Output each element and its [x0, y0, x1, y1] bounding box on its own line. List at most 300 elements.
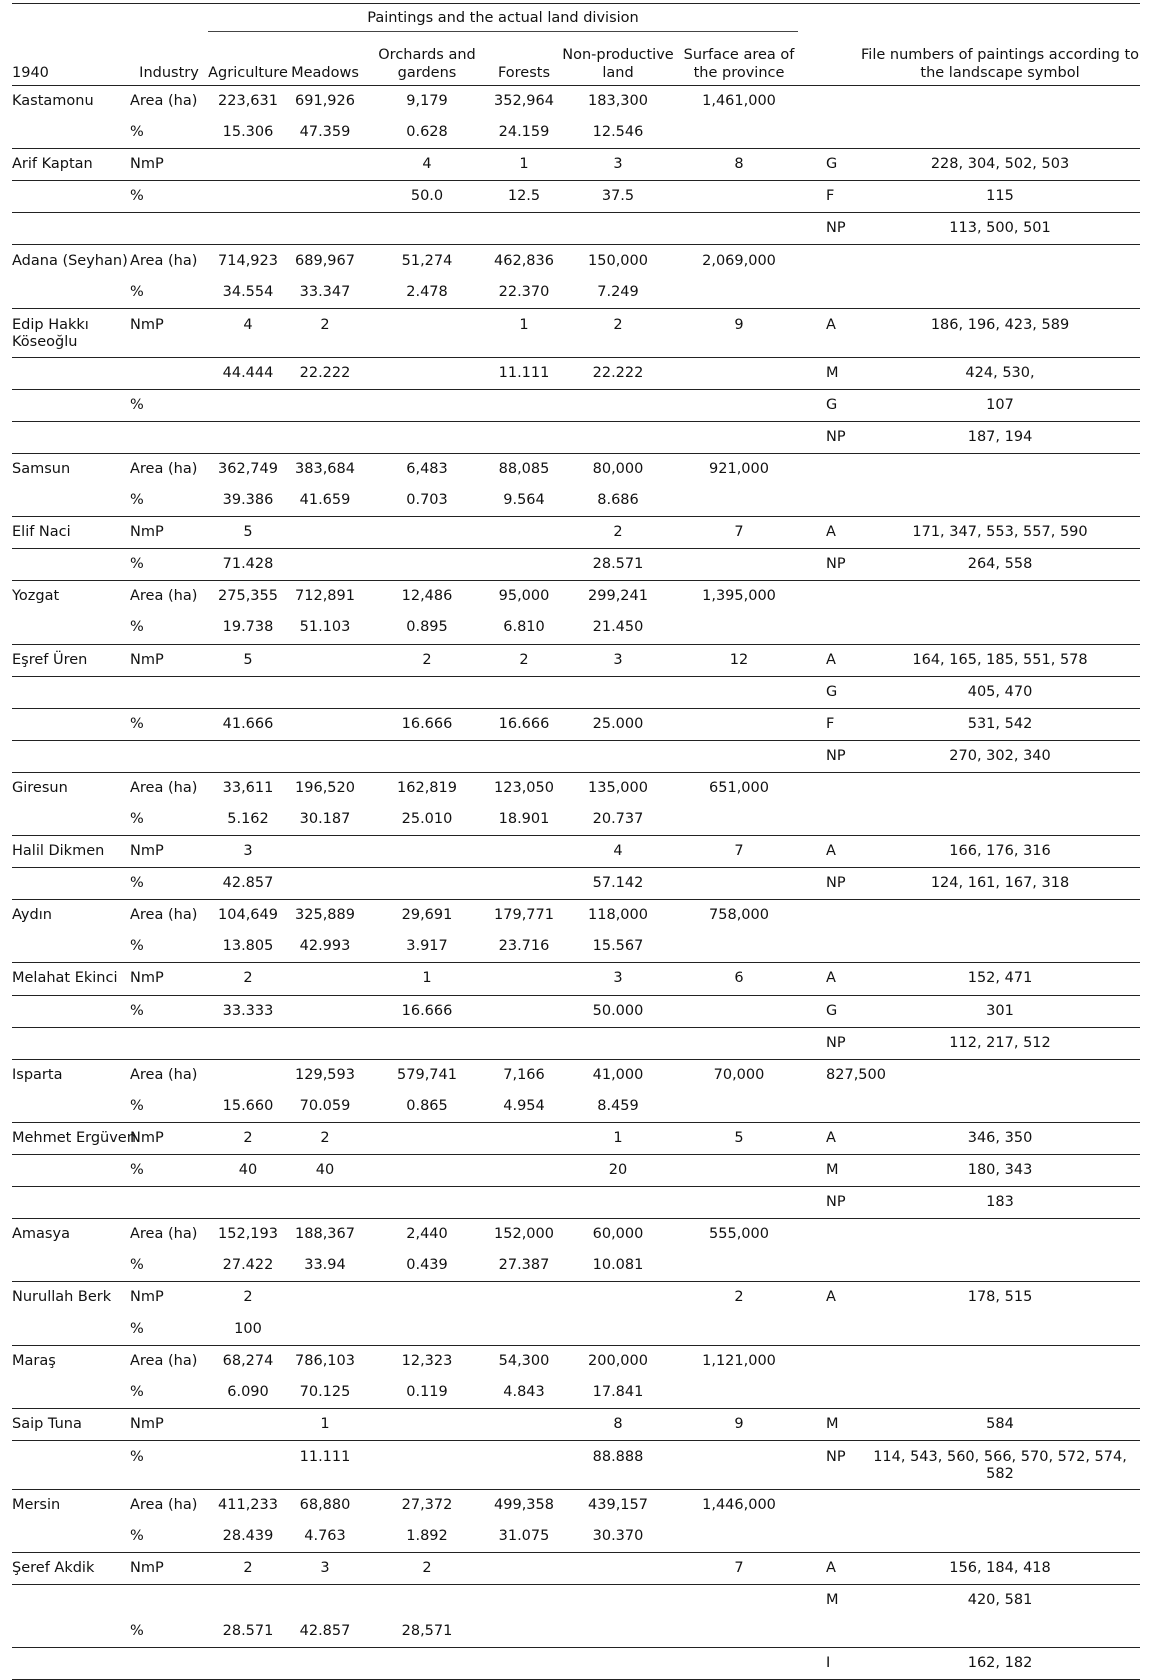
cell-non-productive: 57.142 [592, 875, 644, 892]
cell-measure: NmP [130, 524, 164, 541]
cell-meadows [288, 549, 362, 581]
cell-measure: % [130, 938, 144, 955]
cell-forests: 2 [519, 651, 529, 668]
cell-symbol: F [826, 715, 835, 732]
cell-agriculture: 15.306 [222, 124, 274, 141]
table-row [12, 1408, 1140, 1440]
land-division-table [12, 3, 1140, 1680]
cell-surface-area [680, 740, 798, 772]
cell-meadows: 42.857 [299, 1623, 351, 1640]
cell-name: Aydın [12, 907, 52, 924]
cell-meadows: 33.347 [299, 283, 351, 300]
cell-non-productive: 50.000 [592, 1002, 644, 1019]
cell-meadows [288, 213, 362, 245]
cell-measure: NmP [130, 1129, 164, 1146]
cell-forests [492, 836, 556, 868]
cell-surface-area [680, 1091, 798, 1123]
cell-name [12, 1521, 130, 1553]
cell-non-productive: 183,300 [588, 93, 648, 110]
cell-orchards: 0.439 [406, 1257, 448, 1274]
cell-measure [130, 1648, 208, 1680]
cell-meadows [288, 1027, 362, 1059]
cell-non-productive: 20.737 [592, 811, 644, 828]
cell-name [12, 1091, 130, 1123]
table-row [12, 485, 1140, 517]
cell-name [12, 1377, 130, 1409]
cell-measure: Area (ha) [130, 588, 198, 605]
cell-meadows: 40 [315, 1162, 335, 1179]
cell-meadows: 691,926 [295, 93, 355, 110]
col-header-file-numbers: File numbers of paintings according to the landscape symbol [861, 47, 1140, 81]
cell-orchards: 12,323 [401, 1352, 453, 1369]
cell-orchards: 3.917 [406, 938, 448, 955]
cell-orchards [362, 213, 492, 245]
cell-forests [492, 1313, 556, 1345]
cell-name: Mersin [12, 1496, 61, 1513]
cell-meadows [288, 836, 362, 868]
table-row [12, 1187, 1140, 1219]
cell-orchards: 29,691 [401, 907, 453, 924]
cell-meadows: 68,880 [299, 1496, 351, 1513]
cell-agriculture: 13.805 [222, 938, 274, 955]
cell-forests: 22.370 [498, 283, 550, 300]
col-header-forests: Forests [497, 65, 551, 81]
cell-forests: 31.075 [498, 1527, 550, 1544]
cell-meadows: 30.187 [299, 811, 351, 828]
cell-name [12, 868, 130, 900]
cell-measure [130, 1187, 208, 1219]
cell-orchards [362, 1122, 492, 1154]
cell-measure: NmP [130, 970, 164, 987]
cell-forests [492, 517, 556, 549]
table-row [12, 1521, 1140, 1553]
cell-measure: Area (ha) [130, 460, 198, 477]
cell-meadows: 42.993 [299, 938, 351, 955]
cell-symbol: NP [826, 747, 846, 764]
table-row [12, 213, 1140, 245]
cell-measure: NmP [130, 156, 164, 173]
cell-surface-area [680, 676, 798, 708]
cell-surface-area [680, 421, 798, 453]
cell-symbol: NP [826, 875, 846, 892]
table-row [12, 963, 1140, 995]
table-row [12, 453, 1140, 485]
cell-surface-area: 2 [734, 1289, 744, 1306]
cell-agriculture: 6.090 [227, 1383, 269, 1400]
cell-measure: % [130, 1383, 144, 1400]
cell-orchards: 51,274 [401, 252, 453, 269]
cell-surface-area [680, 1187, 798, 1219]
cell-file-numbers [860, 453, 1140, 485]
cell-surface-area [680, 213, 798, 245]
cell-orchards [362, 1648, 492, 1680]
cell-surface-area [680, 708, 798, 740]
cell-measure: % [130, 1448, 144, 1465]
cell-orchards: 25.010 [401, 811, 453, 828]
table-row [12, 900, 1140, 932]
cell-forests: 4.843 [503, 1383, 545, 1400]
cell-orchards: 16.666 [401, 1002, 453, 1019]
cell-symbol: NP [826, 556, 846, 573]
cell-orchards: 0.895 [406, 619, 448, 636]
cell-symbol [798, 485, 860, 517]
cell-symbol [798, 245, 860, 277]
cell-forests [492, 1187, 556, 1219]
cell-orchards: 162,819 [397, 779, 457, 796]
cell-file-numbers: 187, 194 [967, 428, 1033, 445]
cell-forests [492, 676, 556, 708]
cell-file-numbers: 164, 165, 185, 551, 578 [912, 651, 1088, 668]
cell-symbol: G [826, 396, 838, 413]
cell-surface-area: 9 [734, 1415, 744, 1432]
cell-meadows [288, 644, 362, 676]
cell-symbol [798, 1091, 860, 1123]
cell-surface-area [680, 1521, 798, 1553]
cell-file-numbers [860, 485, 1140, 517]
cell-file-numbers [860, 117, 1140, 149]
cell-measure: NmP [130, 843, 164, 860]
cell-meadows: 188,367 [295, 1226, 355, 1243]
cell-name: Nurullah Berk [12, 1289, 112, 1306]
cell-measure [130, 740, 208, 772]
cell-surface-area: 555,000 [709, 1226, 769, 1243]
table-row [12, 245, 1140, 277]
table-body [12, 86, 1140, 1680]
cell-symbol [798, 931, 860, 963]
cell-surface-area: 8 [734, 156, 744, 173]
cell-surface-area [680, 485, 798, 517]
cell-surface-area: 1,446,000 [702, 1496, 776, 1513]
cell-meadows: 3 [320, 1560, 330, 1577]
cell-surface-area: 5 [734, 1129, 744, 1146]
cell-measure: % [130, 1527, 144, 1544]
cell-surface-area [680, 1155, 798, 1187]
table-row [12, 1027, 1140, 1059]
table-row [12, 644, 1140, 676]
cell-orchards [362, 1187, 492, 1219]
cell-meadows: 11.111 [299, 1448, 351, 1465]
cell-orchards: 2,440 [406, 1226, 448, 1243]
cell-measure: % [130, 492, 144, 509]
cell-name: Kastamonu [12, 93, 94, 110]
cell-name [12, 804, 130, 836]
cell-name [12, 1155, 130, 1187]
cell-forests [492, 1440, 556, 1489]
cell-non-productive: 4 [613, 843, 623, 860]
cell-name: Halil Dikmen [12, 843, 105, 860]
table-row [12, 117, 1140, 149]
cell-name: Elif Naci [12, 524, 71, 541]
cell-non-productive: 10.081 [592, 1257, 644, 1274]
cell-surface-area: 1,121,000 [702, 1352, 776, 1369]
cell-meadows: 51.103 [299, 619, 351, 636]
cell-meadows: 2 [320, 1129, 330, 1146]
cell-surface-area: 2,069,000 [702, 252, 776, 269]
cell-measure: Area (ha) [130, 93, 198, 110]
cell-non-productive: 439,157 [588, 1496, 648, 1513]
cell-measure [130, 1027, 208, 1059]
cell-symbol: I [826, 1655, 831, 1672]
cell-agriculture: 44.444 [222, 364, 274, 381]
cell-meadows [288, 868, 362, 900]
cell-surface-area [680, 1313, 798, 1345]
cell-symbol: A [826, 524, 836, 541]
cell-forests [492, 1027, 556, 1059]
cell-meadows [288, 1313, 362, 1345]
cell-agriculture [208, 181, 288, 213]
cell-orchards: 2.478 [406, 283, 448, 300]
table-row [12, 804, 1140, 836]
cell-file-numbers: 156, 184, 418 [949, 1560, 1051, 1577]
cell-meadows [288, 149, 362, 181]
cell-measure [130, 1585, 208, 1617]
cell-forests [492, 963, 556, 995]
cell-name: Samsun [12, 460, 71, 477]
cell-forests [492, 1616, 556, 1648]
table-row [12, 1585, 1140, 1617]
cell-non-productive: 118,000 [588, 907, 648, 924]
cell-measure: % [130, 556, 144, 573]
cell-file-numbers: 531, 542 [967, 715, 1033, 732]
cell-non-productive [556, 421, 680, 453]
table-row [12, 1440, 1140, 1489]
cell-file-numbers: 171, 347, 553, 557, 590 [912, 524, 1088, 541]
cell-orchards: 27,372 [401, 1496, 453, 1513]
cell-meadows: 70.059 [299, 1097, 351, 1114]
cell-forests: 54,300 [498, 1352, 550, 1369]
cell-name: Eşref Üren [12, 651, 88, 668]
cell-forests [492, 740, 556, 772]
cell-symbol: M [826, 1592, 839, 1609]
cell-file-numbers [860, 1250, 1140, 1282]
cell-surface-area: 758,000 [709, 907, 769, 924]
col-header-agriculture: Agriculture [208, 65, 288, 81]
cell-name: Şeref Akdik [12, 1560, 95, 1577]
cell-name: Adana (Seyhan) [12, 252, 128, 269]
cell-surface-area [680, 612, 798, 644]
cell-forests: 6.810 [503, 619, 545, 636]
cell-meadows [288, 995, 362, 1027]
cell-file-numbers: 107 [986, 396, 1014, 413]
cell-agriculture [208, 389, 288, 421]
cell-non-productive: 2 [613, 524, 623, 541]
cell-symbol: NP [826, 1448, 846, 1465]
cell-forests: 18.901 [498, 811, 550, 828]
cell-agriculture: 5 [243, 524, 253, 541]
cell-file-numbers: 178, 515 [967, 1289, 1033, 1306]
cell-meadows: 1 [320, 1415, 330, 1432]
cell-orchards: 12,486 [401, 588, 453, 605]
cell-agriculture [208, 1585, 288, 1617]
cell-meadows: 383,684 [295, 460, 355, 477]
cell-forests [492, 213, 556, 245]
table-row [12, 149, 1140, 181]
cell-symbol [798, 1616, 860, 1648]
cell-symbol: A [826, 1129, 836, 1146]
cell-surface-area [680, 868, 798, 900]
cell-measure: Area (ha) [130, 907, 198, 924]
cell-agriculture: 41.666 [222, 715, 274, 732]
cell-name [12, 181, 130, 213]
cell-file-numbers [860, 581, 1140, 613]
cell-orchards: 1.892 [406, 1527, 448, 1544]
col-header-industry: Industry [139, 65, 199, 81]
cell-meadows [288, 1282, 362, 1314]
cell-agriculture: 39.386 [222, 492, 274, 509]
cell-measure: % [130, 1623, 144, 1640]
cell-agriculture: 2 [243, 1289, 253, 1306]
cell-file-numbers [860, 1377, 1140, 1409]
cell-file-numbers: 112, 217, 512 [949, 1034, 1051, 1051]
table-row [12, 931, 1140, 963]
cell-orchards: 0.703 [406, 492, 448, 509]
cell-surface-area: 7 [734, 1560, 744, 1577]
cell-surface-area: 9 [734, 316, 744, 333]
cell-name: Amasya [12, 1226, 70, 1243]
cell-meadows: 689,967 [295, 252, 355, 269]
cell-measure [130, 421, 208, 453]
table-row [12, 181, 1140, 213]
cell-non-productive [556, 1553, 680, 1585]
cell-name [12, 1187, 130, 1219]
cell-symbol [798, 277, 860, 309]
cell-forests [492, 995, 556, 1027]
cell-name [12, 117, 130, 149]
table-row [12, 357, 1140, 389]
cell-orchards [362, 1155, 492, 1187]
cell-orchards: 0.628 [406, 124, 448, 141]
cell-surface-area [680, 804, 798, 836]
cell-forests: 88,085 [498, 460, 550, 477]
cell-symbol [798, 1377, 860, 1409]
cell-meadows [288, 708, 362, 740]
cell-name: Arif Kaptan [12, 156, 93, 173]
cell-measure: Area (ha) [130, 1066, 198, 1083]
cell-surface-area: 921,000 [709, 460, 769, 477]
cell-symbol [798, 86, 860, 118]
table-row [12, 612, 1140, 644]
cell-agriculture [208, 1059, 288, 1091]
cell-file-numbers [860, 1059, 1140, 1091]
cell-meadows: 129,593 [295, 1066, 355, 1083]
cell-forests: 12.5 [507, 188, 541, 205]
cell-forests: 152,000 [494, 1226, 554, 1243]
cell-measure: Area (ha) [130, 252, 198, 269]
cell-file-numbers: 270, 302, 340 [949, 747, 1051, 764]
cell-agriculture: 714,923 [218, 252, 278, 269]
cell-surface-area: 70,000 [713, 1066, 765, 1083]
cell-symbol: A [826, 1289, 836, 1306]
cell-surface-area [680, 1648, 798, 1680]
cell-symbol: G [826, 683, 838, 700]
cell-name [12, 421, 130, 453]
cell-file-numbers [860, 804, 1140, 836]
cell-non-productive: 200,000 [588, 1352, 648, 1369]
cell-symbol [798, 1345, 860, 1377]
cell-symbol: A [826, 316, 836, 333]
cell-surface-area [680, 181, 798, 213]
cell-agriculture: 68,274 [222, 1352, 274, 1369]
cell-non-productive: 37.5 [601, 188, 635, 205]
cell-name [12, 213, 130, 245]
cell-non-productive: 17.841 [592, 1383, 644, 1400]
cell-non-productive: 150,000 [588, 252, 648, 269]
cell-symbol [798, 1489, 860, 1521]
cell-file-numbers [860, 1489, 1140, 1521]
cell-orchards [362, 517, 492, 549]
cell-forests [492, 1155, 556, 1187]
cell-name: Maraş [12, 1352, 56, 1369]
cell-non-productive: 2 [613, 316, 623, 333]
cell-orchards [362, 868, 492, 900]
cell-surface-area: 651,000 [709, 779, 769, 796]
cell-orchards [362, 1585, 492, 1617]
table-row [12, 995, 1140, 1027]
table-row [12, 86, 1140, 118]
cell-orchards [362, 1282, 492, 1314]
cell-meadows [288, 1187, 362, 1219]
cell-file-numbers: 124, 161, 167, 318 [930, 875, 1070, 892]
cell-name [12, 549, 130, 581]
cell-meadows: 41.659 [299, 492, 351, 509]
table-row [12, 1553, 1140, 1585]
cell-symbol [798, 612, 860, 644]
cell-surface-area [680, 389, 798, 421]
cell-forests: 24.159 [498, 124, 550, 141]
cell-meadows [288, 421, 362, 453]
cell-meadows: 70.125 [299, 1383, 351, 1400]
cell-measure: NmP [130, 1289, 164, 1306]
cell-symbol: A [826, 1560, 836, 1577]
cell-name: Melahat Ekinci [12, 970, 118, 987]
cell-measure [130, 357, 208, 389]
cell-measure: % [130, 1257, 144, 1274]
cell-orchards [362, 676, 492, 708]
cell-meadows [288, 389, 362, 421]
cell-name [12, 389, 130, 421]
cell-file-numbers [860, 1091, 1140, 1123]
table-row [12, 1377, 1140, 1409]
cell-measure: NmP [130, 1560, 164, 1577]
cell-file-numbers [860, 772, 1140, 804]
cell-meadows [288, 1648, 362, 1680]
cell-measure: NmP [130, 1415, 164, 1432]
cell-non-productive: 1 [613, 1129, 623, 1146]
cell-measure: Area (ha) [130, 1496, 198, 1513]
cell-measure: % [130, 811, 144, 828]
cell-orchards: 16.666 [401, 715, 453, 732]
table-row [12, 1059, 1140, 1091]
cell-symbol [798, 1219, 860, 1251]
cell-non-productive [556, 1616, 680, 1648]
table-row [12, 1616, 1140, 1648]
cell-surface-area: 1,395,000 [702, 588, 776, 605]
cell-non-productive: 30.370 [592, 1527, 644, 1544]
cell-file-numbers: 115 [986, 188, 1014, 205]
table-row [12, 389, 1140, 421]
cell-surface-area [680, 1250, 798, 1282]
cell-non-productive: 60,000 [592, 1226, 644, 1243]
table-row [12, 1489, 1140, 1521]
table-row [12, 676, 1140, 708]
cell-file-numbers: 162, 182 [967, 1655, 1033, 1672]
table-row [12, 421, 1140, 453]
cell-file-numbers: 264, 558 [967, 556, 1033, 573]
cell-name [12, 1585, 130, 1617]
cell-non-productive: 135,000 [588, 779, 648, 796]
table-row [12, 517, 1140, 549]
cell-agriculture [208, 1187, 288, 1219]
